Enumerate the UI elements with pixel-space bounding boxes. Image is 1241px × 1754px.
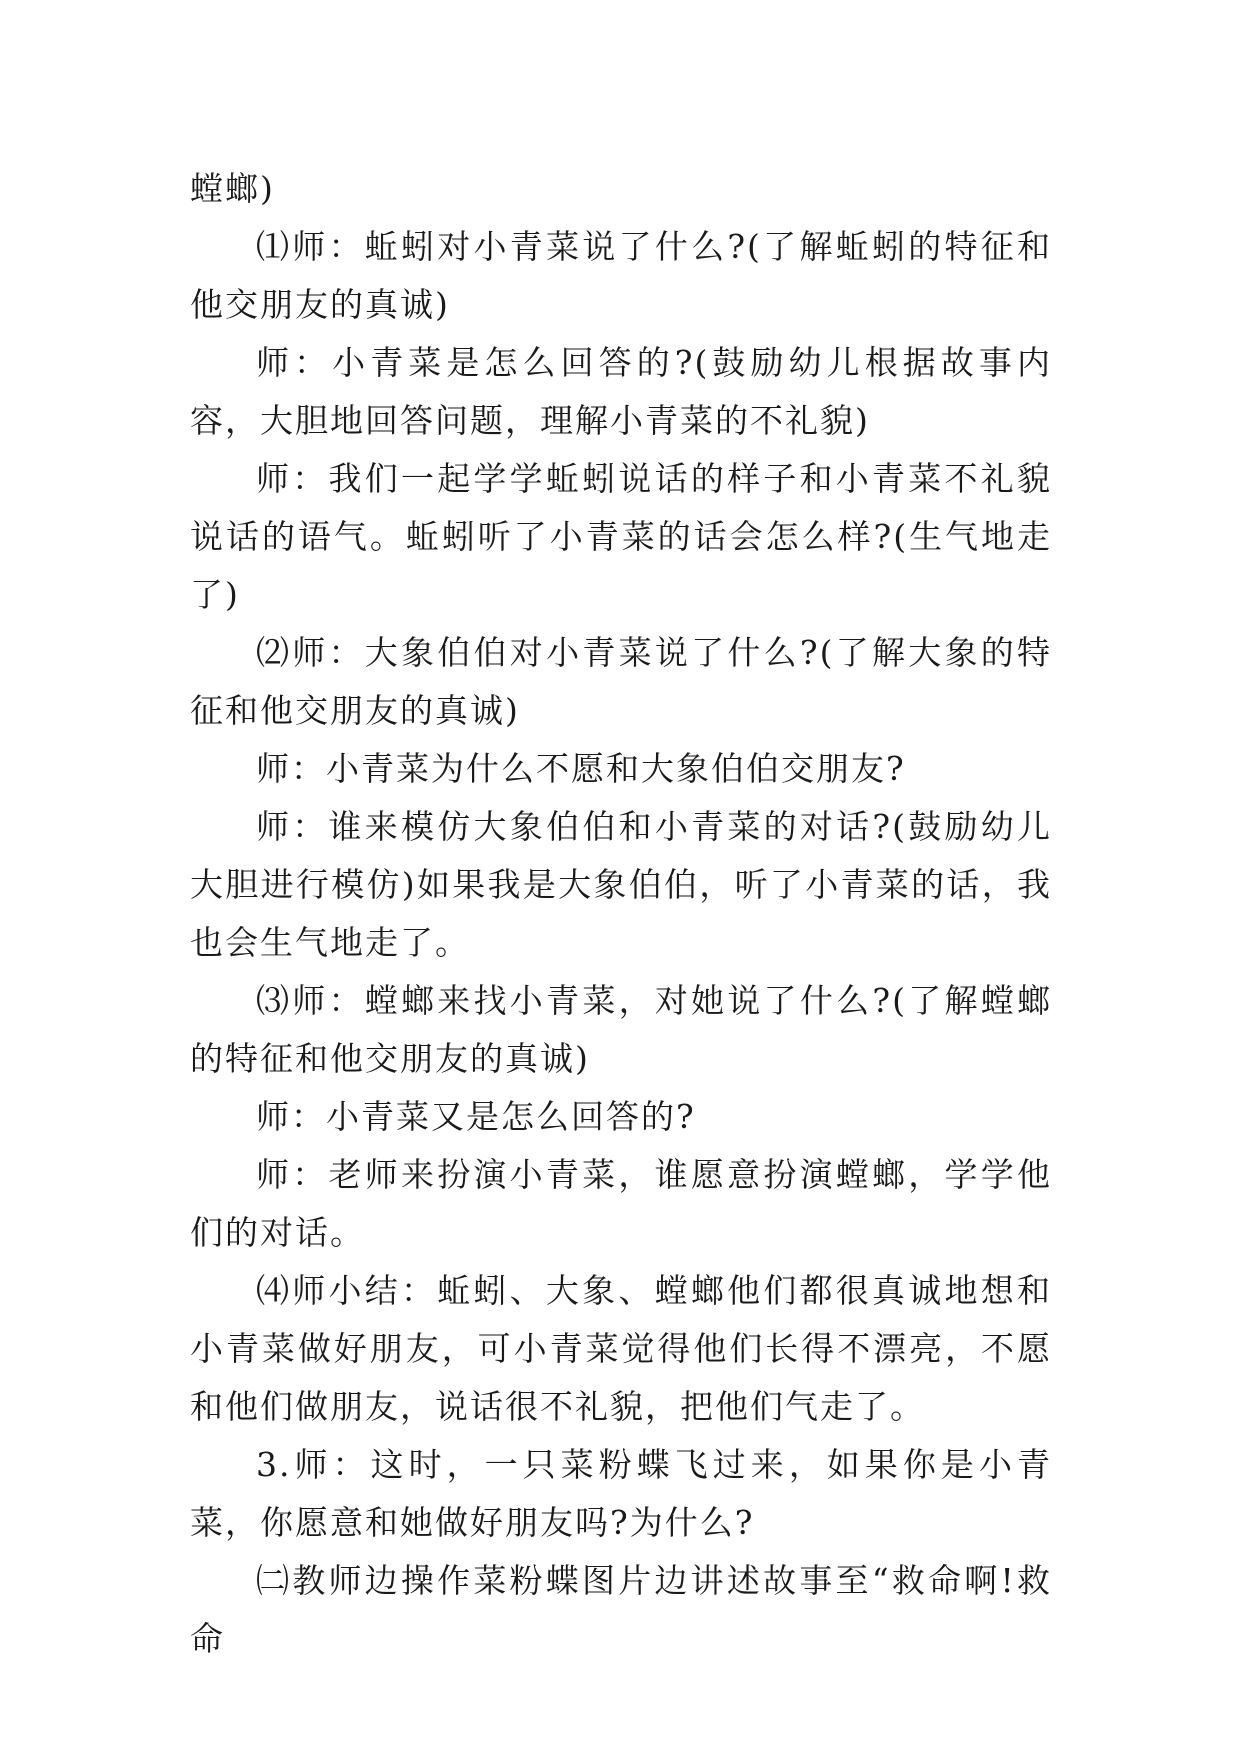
paragraph: ⑷师小结：蚯蚓、大象、螳螂他们都很真诚地想和小青菜做好朋友，可小青菜觉得他们长得不漂亮，不愿和他们做朋友，说话很不礼貌，把他们气走了。: [190, 1271, 1052, 1426]
paragraph: 3.师：这时，一只菜粉蝶飞过来，如果你是小青菜，你愿意和她做好朋友吗?为什么?: [190, 1445, 1052, 1542]
paragraph: 师：小青菜又是怎么回答的?: [256, 1097, 696, 1136]
paragraph: 螳螂): [190, 169, 275, 208]
paragraph: ⑵师：大象伯伯对小青菜说了什么?(了解大象的特征和他交朋友的真诚): [190, 633, 1052, 730]
paragraph: 师：谁来模仿大象伯伯和小青菜的对话?(鼓励幼儿大胆进行模仿)如果我是大象伯伯，听了小青菜的话，我也会生气地走了。: [190, 807, 1052, 962]
document-body: [190, 160, 1052, 1668]
paragraph: ⑶师：螳螂来找小青菜，对她说了什么?(了解螳螂的特征和他交朋友的真诚): [190, 981, 1052, 1078]
paragraph: 师：我们一起学学蚯蚓说话的样子和小青菜不礼貌说话的语气。蚯蚓听了小青菜的话会怎么样?(生气地走了): [190, 459, 1052, 614]
paragraph: ⑴师：蚯蚓对小青菜说了什么?(了解蚯蚓的特征和他交朋友的真诚): [190, 227, 1052, 324]
paragraph: ㈡教师边操作菜粉蝶图片边讲述故事至“救命啊!救命: [190, 1561, 1052, 1658]
paragraph: 师：小青菜为什么不愿和大象伯伯交朋友?: [256, 749, 906, 788]
paragraph: 师：老师来扮演小青菜，谁愿意扮演螳螂，学学他们的对话。: [190, 1155, 1052, 1252]
paragraph: 师：小青菜是怎么回答的?(鼓励幼儿根据故事内容，大胆地回答问题，理解小青菜的不礼貌): [190, 343, 1052, 440]
